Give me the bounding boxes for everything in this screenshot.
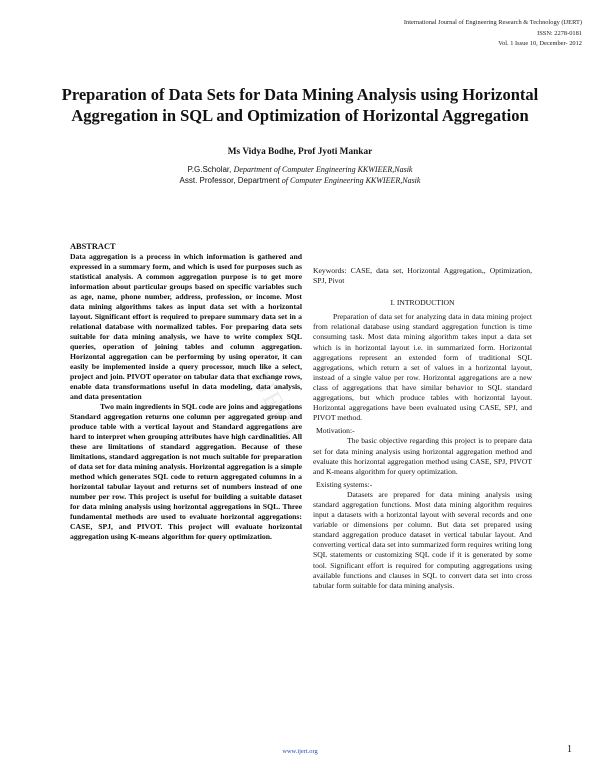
journal-issn: ISSN: 2278-0181 — [537, 29, 582, 37]
introduction-paragraph: Preparation of data set for analyzing data in data mining project from relational database using standard aggregation function is time consuming task. Most data mining algorithm takes input a data set which is in horizontal layout i.e. in summarized form. Horizontal aggregations represent an extended form of traditional SQL aggregations, which return a set of values in a horizontal layout, instead of a single value per row. Horizontal aggregations are a new class of aggregations that have similar behavior to SQL standard aggregations, but which produce tables with horizontal layout. Horizontal aggregations have been evaluated using CASE, SPJ, and PIVOT method. — [313, 312, 532, 423]
affiliation-1 — [0, 164, 600, 175]
keywords-text: : CASE, data set, Horizontal Aggregation,, Optimization, SPJ, Pivot — [313, 266, 532, 286]
abstract-column — [70, 242, 302, 542]
right-column — [313, 266, 532, 591]
journal-header — [404, 18, 582, 50]
affiliation-2-dept: of Computer Engineering KKWIEER,Nasik — [281, 176, 421, 185]
abstract-paragraph-2: Two main ingredients in SQL code are joins and aggregations Standard aggregation returns one column per aggregated group and produce table with a vertical layout and Standard aggregations are hard to interpret when grouping attributes have high cardinalities. All these are limitations of standard aggregation. Because of these limitations, standard aggregation is not much suitable for preparation of data set for data mining analysis. Horizontal aggregation is a simple method which generates SQL code to return aggregated columns in a horizontal tabular layout and returns set of numbers instead of one number per row. This project is useful for building a suitable dataset for data mining analysis using horizontal aggregations in SQL. Three fundamental methods are used to evaluate horizontal aggregations: CASE, SPJ, and PIVOT. This project will evaluate horizontal aggregation using K-means algorithm for query optimization. — [70, 401, 302, 541]
affiliation-1-dept: Department of Computer Engineering KKWIEER,Nasik — [233, 165, 413, 174]
journal-volume: Vol. 1 Issue 10, December- 2012 — [498, 40, 582, 47]
page-number: 1 — [567, 744, 572, 755]
affiliation-1-role: P.G.Scholar, — [187, 165, 234, 174]
keywords-label: Keywords — [313, 266, 345, 275]
introduction-heading: I. INTRODUCTION — [390, 298, 455, 308]
affiliation-2 — [0, 175, 600, 186]
footer-url[interactable]: www.ijert.org — [282, 748, 318, 755]
abstract-heading: ABSTRACT — [70, 242, 116, 251]
abstract-paragraph-1: Data aggregation is a process in which information is gathered and expressed in a summary form, and which is used for purposes such as statistical analysis. A common aggregation purpose is to get more information about particular groups based on specific variables such as age, name, phone number, address, profession, or income. Most data mining algorithms takes as input data set with a horizontal layout. Significant effort is required to prepare summary data set in a relational database with normalized tables. For preparing data sets suitable for data mining analysis, we have to write complex SQL queries, operation of joining tables and column aggregation. Horizontal aggregation can be performing by using operator, it can easily be implemented inside a query processor, much like a select, project and join. PIVOT operator on tabular data that exchange rows, enable data transformations useful in data modeling, data analysis, and data presentation — [70, 251, 302, 401]
affiliations — [0, 164, 600, 186]
existing-systems-paragraph: Datasets are prepared for data mining analysis using standard aggregation functions. Most data mining algorithm requires input a datasets with a horizontal layout with several records and one variable or dimensions per column. But data set prepared using standard aggregation produce dataset in vertical tabular layout. And converting vertical data set into summarized form requires writing long SQL statements or customizing SQL code if it is generated by some tool. Significant effort is required for computing aggregations using available functions and clauses in SQL to convert data set into cross tabular form suitable for data mining analysis. — [313, 489, 532, 590]
ijert-watermark: IJERT — [245, 366, 308, 448]
abstract-body — [70, 252, 302, 542]
affiliation-2-role: Asst. Professor, Department — [179, 176, 282, 185]
journal-name: International Journal of Engineering Research & Technology (IJERT) — [403, 19, 582, 26]
existing-systems-heading: Existing systems:- — [316, 479, 373, 489]
keywords — [313, 266, 532, 286]
paper-title: Preparation of Data Sets for Data Mining Analysis using Horizontal Aggregation in SQL and Optimization of Horizontal Aggregation — [61, 85, 539, 125]
motivation-paragraph: The basic objective regarding this project is to prepare data set for data mining analysis using horizontal aggregation method and evaluate this horizontal aggregation method using CASE, SPJ, PIVOT and K-means algorithm for query optimization. — [313, 436, 532, 476]
motivation-heading: Motivation:- — [316, 426, 355, 436]
paper-authors: Ms Vidya Bodhe, Prof Jyoti Mankar — [227, 147, 373, 157]
